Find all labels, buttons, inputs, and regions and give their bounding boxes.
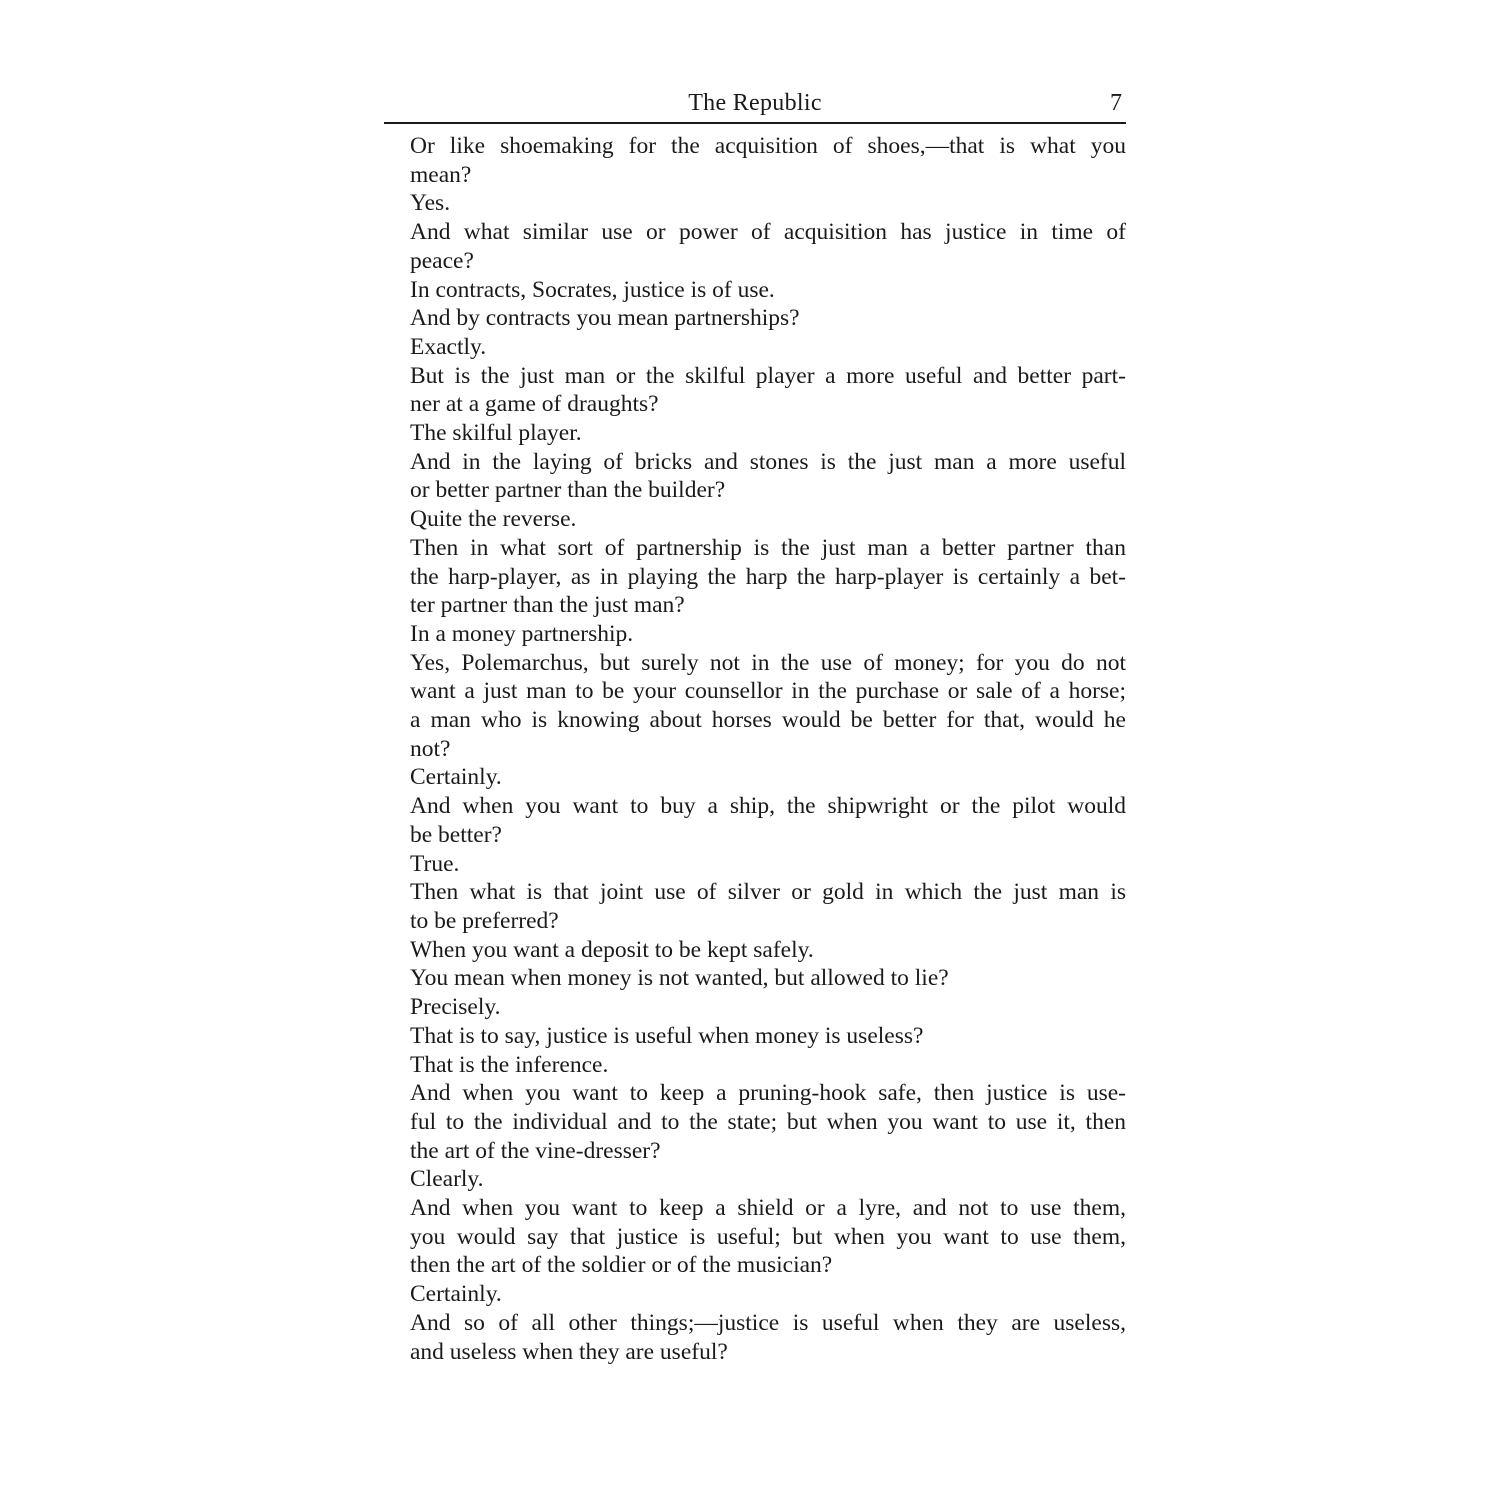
dialogue-paragraph — [384, 620, 1126, 649]
dialogue-paragraph — [384, 1079, 1126, 1165]
dialogue-paragraph — [384, 534, 1126, 620]
text-line: or better partner than the builder? — [410, 477, 726, 504]
dialogue-paragraph — [384, 189, 1126, 218]
text-line: want a just man to be your counsellor in the purchase or sale of a horse; — [410, 678, 1126, 705]
text-line: mean? — [410, 161, 472, 188]
dialogue-paragraph — [384, 964, 1126, 993]
page-number: 7 — [1110, 90, 1122, 116]
text-line: When you want a deposit to be kept safely. — [410, 936, 814, 963]
running-header — [384, 86, 1126, 124]
text-line: Clearly. — [410, 1166, 484, 1193]
text-line: not? — [410, 735, 451, 762]
dialogue-paragraph — [384, 993, 1126, 1022]
dialogue-paragraph — [384, 362, 1126, 419]
dialogue-paragraph — [384, 276, 1126, 305]
dialogue-paragraph — [384, 792, 1126, 849]
dialogue-paragraph — [384, 1022, 1126, 1051]
dialogue-paragraph — [384, 1051, 1126, 1080]
text-line: And when you want to keep a shield or a lyre, and not to use them, — [410, 1195, 1126, 1222]
text-line: you would say that justice is useful; but when you want to use them, — [410, 1223, 1126, 1250]
body-text — [384, 124, 1126, 1366]
text-line: Precisely. — [410, 994, 501, 1021]
text-line: And by contracts you mean partnerships? — [410, 305, 800, 332]
text-line: True. — [410, 850, 460, 877]
text-line: ner at a game of draughts? — [410, 391, 659, 418]
text-line: ter partner than the just man? — [410, 592, 685, 619]
text-line: But is the just man or the skilful player a more useful and better part- — [410, 362, 1126, 389]
dialogue-paragraph — [384, 448, 1126, 505]
text-line: peace? — [410, 247, 474, 274]
dialogue-paragraph — [384, 936, 1126, 965]
text-line: ful to the individual and to the state; but when you want to use it, then — [410, 1108, 1126, 1135]
book-page — [384, 86, 1126, 1366]
text-line: In contracts, Socrates, justice is of use. — [410, 276, 775, 303]
text-line: the art of the vine-dresser? — [410, 1137, 661, 1164]
dialogue-paragraph — [384, 304, 1126, 333]
text-line: Yes, Polemarchus, but surely not in the use of money; for you do not — [410, 649, 1126, 676]
text-line: to be preferred? — [410, 907, 559, 934]
text-line: Yes. — [410, 190, 451, 217]
text-line: and useless when they are useful? — [410, 1338, 728, 1365]
dialogue-paragraph — [384, 649, 1126, 764]
text-line: And when you want to keep a pruning-hook safe, then justice is use- — [410, 1080, 1126, 1107]
text-line: That is the inference. — [410, 1051, 609, 1078]
text-line: And what similar use or power of acquisition has justice in time of — [410, 219, 1126, 246]
dialogue-paragraph — [384, 419, 1126, 448]
text-line: You mean when money is not wanted, but allowed to lie? — [410, 965, 949, 992]
text-line: be better? — [410, 821, 502, 848]
dialogue-paragraph — [384, 505, 1126, 534]
text-line: Certainly. — [410, 764, 502, 791]
dialogue-paragraph — [384, 218, 1126, 275]
dialogue-paragraph — [384, 1194, 1126, 1280]
dialogue-paragraph — [384, 333, 1126, 362]
dialogue-paragraph — [384, 878, 1126, 935]
dialogue-paragraph — [384, 1309, 1126, 1366]
running-title: The Republic — [688, 90, 822, 116]
text-line: Quite the reverse. — [410, 506, 577, 533]
text-line: The skilful player. — [410, 420, 582, 447]
text-line: Certainly. — [410, 1281, 502, 1308]
text-line: And in the laying of bricks and stones is the just man a more useful — [410, 448, 1126, 475]
text-line: Then in what sort of partnership is the just man a better partner than — [410, 534, 1126, 561]
dialogue-paragraph — [384, 132, 1126, 189]
text-line: And when you want to buy a ship, the shipwright or the pilot would — [410, 793, 1126, 820]
text-line: then the art of the soldier or of the musician? — [410, 1252, 833, 1279]
text-line: And so of all other things;—justice is useful when they are useless, — [410, 1309, 1126, 1336]
dialogue-paragraph — [384, 1280, 1126, 1309]
text-line: Then what is that joint use of silver or gold in which the just man is — [410, 879, 1126, 906]
text-line: Or like shoemaking for the acquisition of shoes,—that is what you — [410, 133, 1126, 159]
text-line: That is to say, justice is useful when money is useless? — [410, 1022, 924, 1049]
text-line: Exactly. — [410, 333, 487, 360]
dialogue-paragraph — [384, 1165, 1126, 1194]
dialogue-paragraph — [384, 850, 1126, 879]
text-line: In a money partnership. — [410, 620, 634, 647]
dialogue-paragraph — [384, 763, 1126, 792]
text-line: a man who is knowing about horses would be better for that, would he — [410, 707, 1126, 734]
text-line: the harp-player, as in playing the harp the harp-player is certainly a bet- — [410, 563, 1126, 590]
